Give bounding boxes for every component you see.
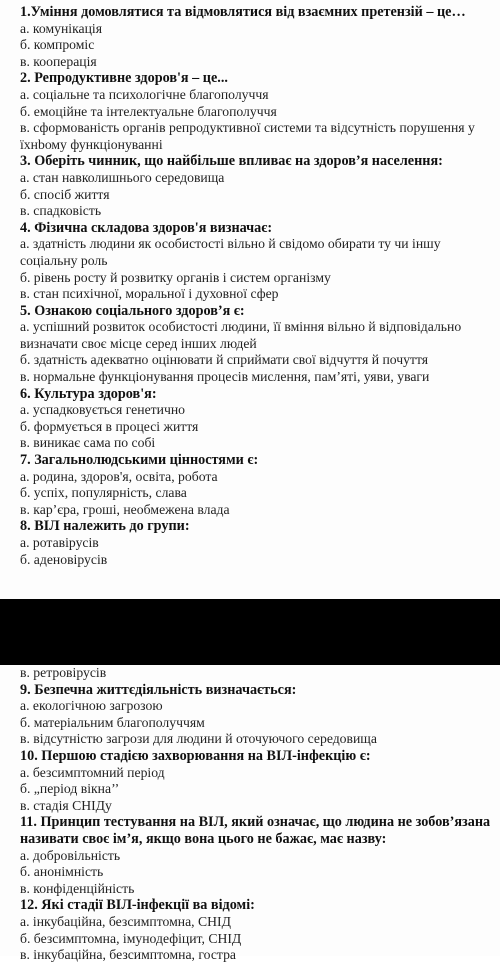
answer-option: а. безсимптомний період (20, 764, 165, 780)
question-heading: 2. Репродуктивне здоров'я – це... (20, 70, 228, 87)
question-heading: 12. Які стадії ВІЛ-інфекції ва відомі: (20, 897, 255, 914)
answer-option: а. інкубаційна, безсимптомна, СНІД (20, 913, 231, 929)
question-heading: 11. Принцип тестування на ВІЛ, який означає, що людина не зобов’язана називати своє ім’я, якщо вона цього не бажає, має назву: (20, 814, 491, 847)
answer-option: б. спосіб життя (20, 186, 110, 202)
question-heading: 5. Ознакою соціального здоров’я є: (20, 302, 245, 319)
answer-option: а. екологічною загрозою (20, 698, 163, 714)
question-heading: 3. Оберіть чинник, що найбільше впливає на здоров’я населення: (20, 153, 443, 170)
answer-option: в. конфіденційність (20, 880, 135, 896)
answer-option: б. компроміс (20, 37, 95, 53)
answer-option: а. комунікація (20, 20, 103, 36)
answer-option: в. спадковість (20, 203, 102, 219)
answer-option: б. анонімність (20, 864, 104, 880)
answer-option: в. сформованість органів репродуктивної системи та відсутність порушення у їхнbому функціонуванні (20, 120, 475, 152)
answer-option: в. нормальне функціонування процесів мислення, пам’яті, уяви, уваги (20, 369, 430, 385)
answer-option: в. інкубаційна, безсимптомна, гостра (20, 947, 236, 963)
answer-option: а. здатність людини як особистості вільно й свідомо обирати ту чи іншу соціальну роль (20, 236, 441, 268)
answer-option: б. емоційне та інтелектуальне благополуччя (20, 103, 277, 119)
answer-option: а. стан навколишнього середовища (20, 169, 225, 185)
answer-option: б. „період вікна’’ (20, 781, 120, 797)
answer-option: б. матеріальним благополуччям (20, 714, 205, 730)
question-heading: 9. Безпечна життєдіяльність визначається: (20, 681, 297, 698)
answer-option: б. аденовірусів (20, 551, 108, 567)
answer-option: в. кооперація (20, 53, 97, 69)
answer-option: а. успадковується генетично (20, 402, 185, 418)
answer-option: б. здатність адекватно оцінювати й сприймати свої відчуття й почуття (20, 352, 429, 368)
answer-option: б. безсимптомна, імунодефіцит, СНІД (20, 930, 242, 946)
question-heading: 8. ВІЛ належить до групи: (20, 518, 190, 535)
question-heading: 10. Першою стадією захворювання на ВІЛ-інфекцію є: (20, 747, 371, 764)
answer-option: а. успішний розвиток особистості людини, її вміння вільно й відповідально визначати своє місце серед інших людей (20, 319, 462, 351)
question-heading: 1.Уміння домовлятися та відмовлятися від взаємних претензій – це… (20, 4, 466, 20)
answer-option: б. рівень росту й розвитку органів і систем організму (20, 269, 331, 285)
answer-option: в. стадія СНІДу (20, 797, 112, 813)
question-heading: 6. Культура здоров'я: (20, 385, 157, 402)
answer-option: в. стан психічної, моральної і духовної сфер (20, 286, 279, 302)
answer-option: в. виникає сама по собі (20, 435, 156, 451)
question-heading: 7. Загальнолюдськими цінностями є: (20, 452, 259, 469)
answer-option: а. ротавірусів (20, 535, 99, 550)
answer-option: а. соціальне та психологічне благополуччя (20, 86, 269, 102)
answer-option: б. успіх, популярність, слава (20, 485, 187, 501)
question-heading: 4. Фізична складова здоров'я визначає: (20, 219, 273, 236)
answer-option: а. родина, здоров'я, освіта, робота (20, 468, 218, 484)
black-separator-band (0, 599, 500, 665)
answer-option: в. ретровірусів (20, 665, 107, 680)
answer-option: в. відсутністю загрози для людини й оточуючого середовища (20, 731, 377, 747)
answer-option: в. кар’єра, гроші, необмежена влада (20, 501, 230, 517)
answer-option: б. формується в процесі життя (20, 418, 199, 434)
test-sheet-bottom (0, 665, 500, 963)
answer-option: а. добровільність (20, 847, 121, 863)
